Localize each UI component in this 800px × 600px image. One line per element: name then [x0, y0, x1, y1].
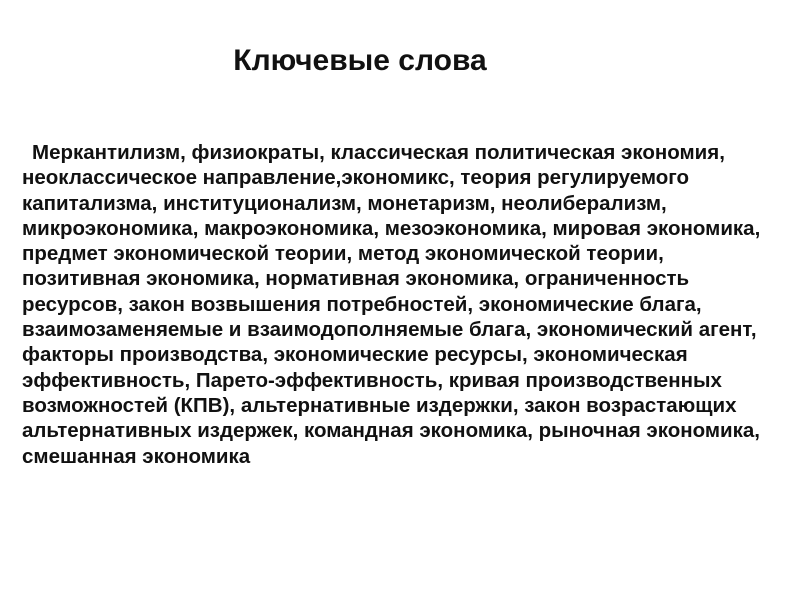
keywords-paragraph: Меркантилизм, физиократы, классическая политическая экономия, неоклассическое направление,экономикс, теория регулируемого капитализма, институционализм, монетаризм, неолиберализм, микроэкономика, макроэкономика, мезоэкономика, мировая экономика, предмет экономической теории, метод экономической теории, позитивная экономика, нормативная экономика, ограниченность ресурсов, закон возвышения потребностей, экономические блага, взаимозаменяемые и взаимодополняемые блага, экономический агент, факторы производства, экономические ресурсы, экономическая эффективность, Парето-эффективность, кривая производственных возможностей (КПВ), альтернативные издержки, закон возрастающих альтернативных издержек, командная экономика, рыночная экономика, смешанная экономика: [22, 141, 761, 468]
slide-title: Ключевые слова: [233, 44, 487, 77]
